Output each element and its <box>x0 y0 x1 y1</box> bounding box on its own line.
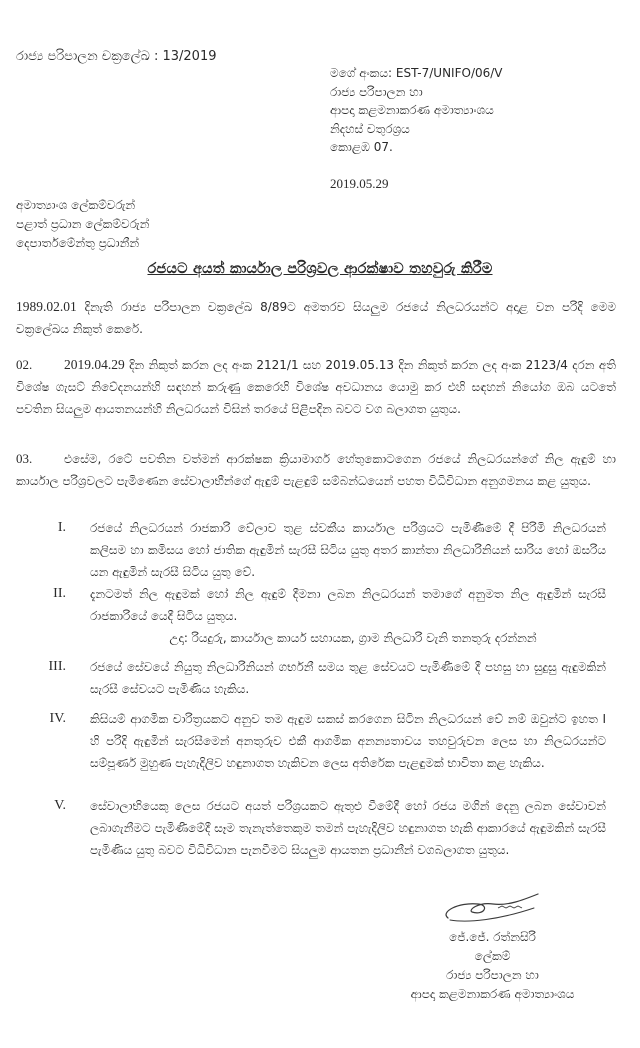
item-text: රජයේ සේවයේ නියුතු නිලධාරිනියන් ගර්භනී සමය තුළ සේවයට පැමිණීමේ දී පහසු හා සුදුසු ඇඳුමකින් සැරසී සේවයට පැමිණිය හැකිය. <box>90 660 606 696</box>
address-line: නිදහස් චතුරශ්‍රය <box>330 121 410 136</box>
item-text: සේවාලාභියෙකු ලෙස රජයට අයත් පරිශ්‍රයකට ඇතුළු වීමේදී හෝ රජය මගින් දෙනු ලබන සේවාවන් ලබාගැනීමට පැමිණීමේදී සෑම තැනැත්තෙකුම තමන් පැහැදිලිව හඳුනාගත හැකි ආකාරයේ ඇඳුමකින් සැරසී පැමිණිය යුතු බවට විධිවිධාන පැනවීමට සියලුම ආයතන ප්‍රධානීන් වගබලාගත යුතුය. <box>90 799 606 857</box>
paragraph-number: 02. <box>16 357 33 372</box>
paragraph-03 <box>16 448 616 492</box>
addressee: පළාත් ප්‍රධාන ලේකම්වරුන් <box>16 217 150 231</box>
circular-number: රාජ්‍ය පරිපාලන චක්‍රලේඛ : 13/2019 <box>16 49 217 64</box>
paragraph-lead: 1989.02.01 <box>16 299 77 314</box>
paragraph-text: දින නිකුත් කරන ලද අංක 2121/1 සහ 2019.05.13 දින නිකුත් කරන ලද අංක 2123/4 දරන අති විශේෂ ගැසට් නිවේදනයන්හි සඳහන් කරුණු කෙරෙහි විශේෂ අවධානය යොමු කර එහි සඳහන් නියෝග ඔබ යටතේ පවතින සියලුම ආයතනයන්හි නිලධරයන් විසින් තරයේ පිළිපදින බවට වග බලාගත යුතුය. <box>16 358 616 416</box>
item-numeral: I. <box>57 520 66 535</box>
reference-number: මගේ අංකය: EST-7/UNIFO/06/V <box>330 66 503 80</box>
signatory-name: ජේ.ජේ. රත්නසිරි <box>449 930 536 944</box>
item-text: කිසියම් ආගමික චාරිත්‍රයකට අනුව තම ඇඳුම සකස් කරගෙන සිටින නිලධරයන් වේ නම් ඔවුන්ට ඉහත I හි පරිදි ඇඳුමින් සැරසීමෙන් අනතුරුව එකී ආගමික අනන්‍යතාවය තහවුරුවන ලෙස හා නිලධරයන්ට සම්පූර්ණ මුහුණ පැහැදිලිව හඳුනාගත හැකිවන ලෙස අතිරේක පැළඳුමක් භාවිතා කළ හැකිය. <box>90 712 606 770</box>
item-example: උදා: රියදුරු, කාර්යාල කාර්ය සහායක, ග්‍රාම නිලධාරි වැනි තනතුරු දරන්නන් <box>169 631 537 645</box>
handwritten-signature-icon <box>438 890 548 926</box>
paragraph-lead: 2019.04.29 <box>64 357 125 372</box>
item-numeral: IV. <box>49 711 66 726</box>
address-line: ආපදා කළමනාකරණ අමාත්‍යාංශය <box>330 103 494 117</box>
paragraph-text: එසේම, රටේ පවතින වත්මන් ආරක්ෂක ක්‍රියාමාර්ග හේතුකොටගෙන රජයේ නිලධරයන්ගේ නිල ඇඳුම් හා කාර්යාල පරිශ්‍රවලට පැමිණෙන සේවාලාභීන්ගේ ඇඳුම් පැළඳුම් සම්බන්ධයෙන් පහත විධිවිධාන අනුගමනය කළ යුතුය. <box>16 452 616 488</box>
item-body <box>90 583 606 649</box>
subject-heading: රජයට අයත් කාර්යාල පරිශ්‍රවල ආරක්ෂාව තහවුරු කිරීම <box>147 261 493 277</box>
item-text: රජයේ නිලධරයන් රාජකාරි වේලාව තුළ ස්වකීය කාර්යාල පරිශ්‍රයට පැමිණීමේ දී පිරිමි නිලධරයන් කලිසම හා කමිසය හෝ ජාතික ඇඳුමින් සැරසී සිටිය යුතු අතර කාන්තා නිලධාරිනියන් සාරිය හෝ ඔසරිය යන ඇඳුමින් සැරසී සිටිය යුතු වේ. <box>90 521 606 579</box>
issue-date: 2019.05.29 <box>330 175 389 191</box>
addressee: අමාත්‍යාංශ ලේකම්වරුන් <box>16 198 136 212</box>
addressee: දෙපාර්තමේන්තු ප්‍රධානීන් <box>16 236 140 250</box>
addressees <box>16 196 149 253</box>
address-line: රාජ්‍ය පරිපාලන හා <box>330 84 423 99</box>
item-text: දැනටමත් නිල ඇඳුමක් හෝ නිල ඇඳුම් දීමනා ලබන නිලධරයන් තමාගේ අනුමත නිල ඇඳුමින් සැරසී රාජකාරියේ යෙදී සිටිය යුතුය. <box>90 587 606 623</box>
reference-block <box>330 64 503 193</box>
paragraph-number: 03. <box>16 451 33 466</box>
item-numeral: V. <box>54 798 66 813</box>
paragraph-01 <box>16 296 616 340</box>
signatory-ministry: රාජ්‍ය පරිපාලන හා <box>446 968 539 982</box>
item-numeral: II. <box>53 586 66 601</box>
paragraph-text: දිනැති රාජ්‍ය පරිපාලන චක්‍රලේඛ 8/89ට අමතරව සියලුම රජයේ නිලධරයන්ට අදාළ වන පරිදි මෙම චක්‍රලේඛය නිකුත් කෙරේ. <box>16 300 616 336</box>
signatory-ministry: ආපදා කළමනාකරණ අමාත්‍යාංශය <box>410 987 575 1001</box>
item-numeral: III. <box>48 659 66 674</box>
signatory-title: ලේකම් <box>474 949 511 963</box>
paragraph-02 <box>16 354 616 420</box>
address-line: කොළඹ 07. <box>330 140 393 154</box>
signature-block <box>385 890 600 1004</box>
